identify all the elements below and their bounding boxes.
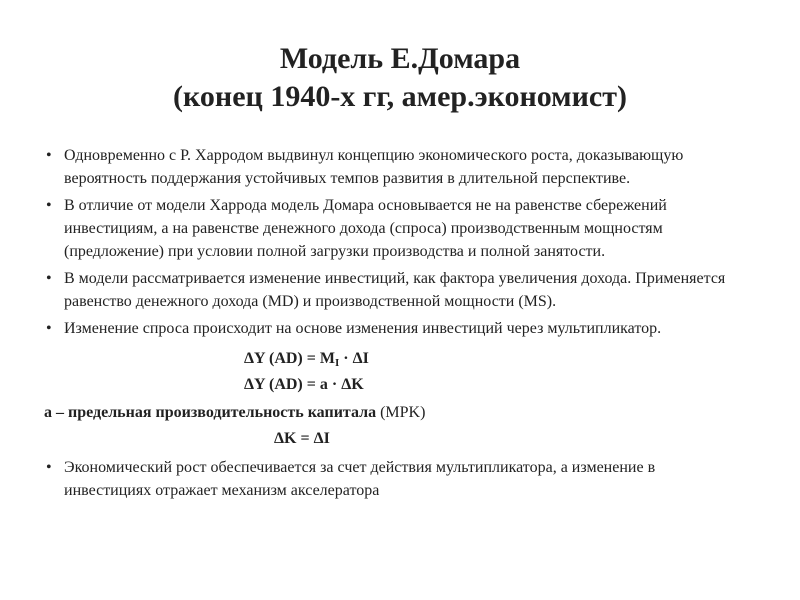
bullet-item	[44, 456, 734, 502]
bullet-marker: •	[46, 270, 52, 287]
definition-term: a – предельная производительность капитала	[44, 404, 377, 421]
bullet-marker: •	[46, 320, 52, 337]
bullet-text: Одновременно с Р. Харродом выдвинул концепцию экономического роста, доказывающую вероятность поддержания устойчивых темпов развития в длительной перспективе.	[64, 147, 684, 187]
slide-content	[44, 144, 734, 502]
formula-main: ΔY (AD) = M	[244, 350, 335, 367]
slide-title	[0, 40, 800, 116]
bullet-marker: •	[46, 197, 52, 214]
bullet-item	[44, 317, 734, 340]
bullet-marker: •	[46, 459, 52, 476]
definition-mpk	[44, 400, 734, 426]
title-line-2: (конец 1940-х гг, амер.экономист)	[173, 80, 627, 113]
bullet-item	[44, 144, 734, 190]
bullet-text: Экономический рост обеспечивается за счет действия мультипликатора, а изменение в инвестициях отражает механизм акселератора	[64, 459, 656, 499]
formula-investment: ΔK = ΔI	[274, 430, 330, 447]
formula-tail: · ΔI	[339, 350, 369, 367]
bullet-item	[44, 194, 734, 263]
definition-abbrev: (MPK)	[376, 404, 426, 421]
bullet-item	[44, 267, 734, 313]
bullet-text: Изменение спроса происходит на основе изменения инвестиций через мультипликатор.	[64, 320, 662, 337]
formula-capital: ΔY (AD) = a · ΔK	[244, 376, 364, 393]
bullet-text: В отличие от модели Харрода модель Домара основывается не на равенстве сбережений инвестициям, а на равенстве денежного дохода (спроса) производственным мощностям (предложение) при условии полной загрузки производства и полной занятости.	[64, 197, 667, 260]
formula-multiplier	[44, 346, 734, 372]
bullet-text: В модели рассматривается изменение инвестиций, как фактора увеличения дохода. Применяется равенство денежного дохода (MD) и производственной мощности (MS).	[64, 270, 726, 310]
bullet-marker: •	[46, 147, 52, 164]
title-line-1: Модель Е.Домара	[279, 42, 521, 75]
formula-subscript: I	[334, 357, 340, 369]
